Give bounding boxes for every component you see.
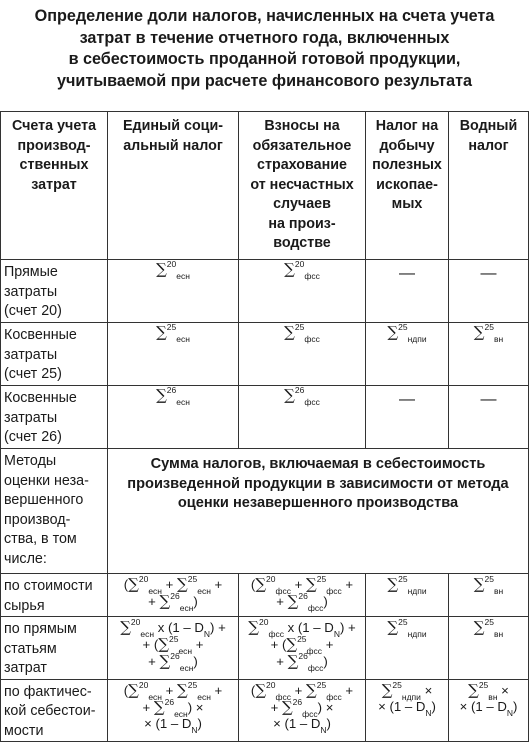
cell-esn-25: [108, 323, 239, 386]
title-line: затрат в течение отчетного года, включенных: [79, 28, 450, 47]
row-label: [1, 617, 108, 680]
superscript: 25: [187, 679, 198, 690]
subscript: фсс: [326, 586, 342, 596]
subscript: есн: [178, 646, 193, 656]
subscript: фсс: [275, 691, 291, 702]
superscript: 25: [478, 679, 489, 690]
page-title: [0, 6, 529, 92]
subscript: вн: [488, 691, 498, 702]
formula-line: (∑$^{20}_{фсс}$ + ∑$^{25}_{фсс}$ +: [250, 679, 354, 702]
subscript: ндпи: [407, 586, 427, 596]
row-label: [1, 386, 108, 449]
subscript: фсс: [304, 271, 320, 281]
formula-line: (∑$^{20}_{фсс}$ + ∑$^{25}_{фсс}$ +: [250, 574, 354, 596]
cell-water-25: [449, 323, 529, 386]
superscript: 25: [484, 574, 494, 584]
formula-line: + (∑$^{25}_{есн}$ +: [142, 634, 204, 656]
row-label-text: вершенного: [4, 492, 84, 508]
row-label-text: затрат: [4, 660, 47, 676]
header-text: обязательное: [252, 137, 352, 154]
sum-symbol: ∑: [248, 618, 259, 636]
sum-symbol: ∑: [284, 386, 295, 404]
formula-line: + ∑$^{26}_{есн}$): [148, 591, 198, 613]
header-text: затрат: [31, 176, 77, 193]
header-text: водстве: [273, 235, 331, 251]
superscript: 25: [398, 322, 408, 332]
row-label-text: сырья: [4, 597, 45, 614]
formula-esn-actual: [108, 679, 239, 742]
sum-symbol: ∑: [284, 260, 295, 278]
row-label: [1, 449, 108, 574]
row-label-text: мости: [4, 722, 44, 739]
sum-symbol: ∑: [177, 575, 188, 593]
sum-symbol: ∑: [306, 575, 317, 593]
subscript: фсс: [306, 646, 323, 656]
formula-line: (∑$^{20}_{есн}$ + ∑$^{25}_{есн}$ +: [123, 679, 223, 702]
subscript: фсс: [304, 334, 320, 344]
header-text: на произ-: [268, 215, 336, 232]
row-label-text: оценки неза-: [4, 472, 89, 489]
superscript: 26: [292, 696, 303, 707]
header-text: от несчастных: [250, 176, 354, 193]
formula-esn-direct: [108, 617, 239, 680]
formula-line: × $(1 - D_N)$: [144, 715, 202, 735]
row-label: [1, 679, 108, 742]
table-row: [1, 386, 529, 449]
sum-symbol: ∑: [255, 680, 267, 699]
formula-line: ∑$^{25}_{вн}$ ×: [468, 679, 509, 702]
header-text: Водный: [459, 118, 518, 134]
cell-esn-20: [108, 260, 239, 323]
header-text: добычу: [379, 137, 435, 154]
subscript: фсс: [302, 708, 318, 719]
cell-water-26: [449, 386, 529, 449]
subscript: есн: [174, 708, 188, 719]
superscript: 25: [398, 617, 408, 627]
header-text: полезных: [372, 157, 442, 173]
sum-symbol: ∑: [287, 592, 299, 610]
formula-line: + ∑$^{26}_{фсс}$) ×: [270, 696, 334, 719]
sum-symbol: ∑: [156, 260, 167, 278]
superscript: 25: [166, 322, 177, 332]
table-row: [1, 323, 529, 386]
formula-line: × $(1 - D_N)$: [273, 715, 331, 735]
header-text: страхование: [257, 157, 347, 173]
superscript: 26: [298, 651, 308, 661]
superscript: 20: [259, 617, 269, 627]
row-label-text: Косвенные: [4, 327, 77, 343]
subscript: есн: [148, 691, 162, 702]
superscript: 20: [166, 259, 177, 269]
header-text: Взносы на: [264, 118, 340, 134]
subscript: N: [425, 707, 432, 718]
formula-ndpi-direct: [366, 617, 449, 680]
note-line: произведенной продукции в зависимости от метода: [127, 475, 509, 492]
sum-symbol: ∑: [159, 592, 171, 610]
sum-symbol: ∑: [177, 680, 188, 699]
formula-line: × $(1 - D_N)$: [459, 698, 518, 718]
row-label-text: по стоимости: [4, 578, 93, 594]
cell-fss-20: [239, 260, 366, 323]
subscript: есн: [176, 397, 190, 407]
dn-symbol: D: [194, 620, 204, 635]
sum-symbol: ∑: [284, 323, 295, 341]
superscript: 26: [166, 385, 177, 395]
superscript: 25: [484, 617, 494, 627]
title-line: учитываемой при расчете финансового результата: [56, 71, 473, 90]
superscript: 25: [297, 634, 307, 644]
cell-ndpi-26: [366, 386, 449, 449]
row-label-text: ства, в том: [4, 531, 77, 547]
note-line: Сумма налогов, включаемая в себестоимость: [150, 456, 486, 472]
header-text: ственных: [19, 157, 89, 173]
formula-line: ∑$^{20}_{фсс}$ x $(1 - D_N)$ +: [248, 617, 356, 639]
subscript: есн: [148, 586, 162, 596]
superscript: 25: [187, 574, 198, 584]
subscript: N: [333, 629, 340, 639]
formula-line: + ∑$^{26}_{фсс}$): [276, 591, 328, 613]
superscript: 26: [170, 591, 180, 601]
superscript: 25: [398, 574, 408, 584]
header-text: Единый соци-: [122, 118, 224, 134]
superscript: 20: [294, 259, 305, 269]
row-label: [1, 323, 108, 386]
formula-line: ∑$^{20}_{есн}$ x $(1 - D_N)$ +: [120, 617, 226, 639]
formula-ndpi-raw: [366, 574, 449, 617]
cell-ndpi-20: [366, 260, 449, 323]
row-label-text: Прямые: [4, 264, 58, 280]
subscript: есн: [197, 691, 211, 702]
header-text: альный налог: [123, 137, 223, 154]
row-label-text: (счет 25): [4, 366, 62, 382]
superscript: 25: [392, 679, 402, 690]
dash: —: [480, 265, 497, 282]
dn-symbol: D: [324, 620, 334, 635]
sum-symbol: ∑: [128, 680, 139, 699]
col-header-ndpi: [366, 112, 449, 260]
table-row: [1, 679, 529, 742]
superscript: 26: [298, 591, 308, 601]
row-label-text: затраты: [4, 283, 58, 300]
superscript: 26: [170, 651, 180, 661]
subscript: есн: [140, 629, 155, 639]
superscript: 20: [138, 679, 149, 690]
subscript: фсс: [326, 691, 342, 702]
row-label-text: производ-: [4, 511, 71, 528]
formula-line: ∑$^{25}_{ндпи}$ ×: [381, 679, 433, 702]
cell-fss-25: [239, 323, 366, 386]
dash: —: [399, 391, 415, 408]
row-label: [1, 574, 108, 617]
sum-symbol: ∑: [286, 635, 298, 653]
table-row: [1, 617, 529, 680]
sum-symbol: ∑: [120, 618, 131, 636]
sum-symbol: ∑: [468, 680, 479, 699]
subscript: фсс: [307, 663, 324, 673]
superscript: 26: [294, 385, 305, 395]
row-label-text: (счет 20): [4, 303, 62, 319]
cell-esn-26: [108, 386, 239, 449]
formula-fss-direct: [239, 617, 366, 680]
subscript: фсс: [275, 586, 291, 596]
row-label-text: Методы: [4, 453, 57, 469]
formula-line: × $(1 - D_N)$: [378, 698, 436, 718]
formula-water-actual: [449, 679, 529, 742]
subscript: фсс: [268, 629, 284, 639]
row-label-text: Косвенные: [4, 390, 77, 406]
sum-symbol: ∑: [255, 575, 267, 593]
header-text: Налог на: [375, 118, 439, 134]
col-header-water: [449, 112, 529, 260]
subscript: N: [203, 629, 211, 639]
sum-symbol: ∑: [387, 575, 399, 593]
formula-fss-actual: [239, 679, 366, 742]
header-text: мых: [391, 196, 423, 212]
subscript: вн: [493, 334, 504, 344]
sum-symbol: ∑: [153, 697, 165, 716]
superscript: 20: [130, 617, 141, 627]
sum-symbol: ∑: [473, 618, 485, 636]
superscript: 20: [266, 679, 276, 690]
formula-water-raw: [449, 574, 529, 617]
row-label: [1, 260, 108, 323]
sum-symbol: ∑: [387, 618, 399, 636]
sum-symbol: ∑: [287, 652, 299, 670]
subscript: вн: [493, 586, 504, 596]
row-label-text: по прямым: [4, 621, 77, 637]
superscript: 20: [266, 574, 276, 584]
subscript: есн: [179, 663, 194, 673]
subscript: ндпи: [407, 334, 427, 344]
row-label-text: кой себестои-: [4, 703, 96, 719]
sum-symbol: ∑: [473, 575, 485, 593]
header-text: налог: [468, 137, 509, 154]
subscript: фсс: [307, 603, 324, 613]
dash: —: [399, 265, 415, 282]
title-line: Определение доли налогов, начисленных на счета учета: [34, 7, 495, 25]
dn-symbol: D: [310, 715, 321, 731]
formula-line: (∑$^{20}_{есн}$ + ∑$^{25}_{есн}$ +: [123, 574, 223, 596]
col-header-esn: [108, 112, 239, 260]
formula-water-direct: [449, 617, 529, 680]
formula-line: + ∑$^{26}_{есн}$) ×: [142, 696, 204, 719]
superscript: 25: [484, 322, 494, 332]
dn-symbol: D: [415, 698, 426, 714]
sum-symbol: ∑: [473, 323, 485, 341]
header-text: Счета учета: [11, 118, 97, 134]
row-label-text: затраты: [4, 346, 58, 363]
row-label-text: числе:: [4, 550, 47, 567]
superscript: 25: [294, 322, 305, 332]
subscript: вн: [493, 629, 504, 639]
cell-fss-26: [239, 386, 366, 449]
header-text: случаев: [273, 196, 331, 212]
subscript: N: [320, 724, 327, 735]
sum-symbol: ∑: [281, 697, 293, 716]
sum-symbol: ∑: [156, 323, 167, 341]
superscript: 25: [168, 634, 179, 644]
formula-line: + (∑$^{25}_{фсс}$ +: [270, 634, 334, 656]
subscript: ндпи: [401, 691, 421, 702]
subscript: есн: [179, 603, 194, 613]
sum-symbol: ∑: [158, 635, 169, 653]
formula-esn-raw: [108, 574, 239, 617]
sum-symbol: ∑: [387, 323, 399, 341]
sum-symbol: ∑: [159, 652, 171, 670]
formula-line: + ∑$^{26}_{фсс}$): [276, 651, 328, 673]
subscript: N: [506, 707, 514, 718]
row-label-text: затраты: [4, 409, 58, 426]
table-row: [1, 260, 529, 323]
formula-ndpi-actual: [366, 679, 449, 742]
cell-water-20: [449, 260, 529, 323]
table-row: [1, 574, 529, 617]
superscript: 20: [138, 574, 149, 584]
superscript: 25: [316, 679, 327, 690]
cell-ndpi-25: [366, 323, 449, 386]
row-label-text: (счет 26): [4, 429, 62, 445]
row-label-text: по фактичес-: [4, 683, 92, 700]
col-header-accounts: [1, 112, 108, 260]
note-line: оценки незавершенного производства: [177, 495, 459, 511]
dn-symbol: D: [497, 698, 507, 714]
dn-symbol: D: [181, 715, 192, 731]
formula-line: + ∑$^{26}_{есн}$): [148, 651, 198, 673]
superscript: 26: [164, 696, 175, 707]
col-header-fss: [239, 112, 366, 260]
formula-fss-raw: [239, 574, 366, 617]
title-line: в себестоимость проданной готовой продукции,: [68, 50, 461, 68]
header-row: [1, 112, 529, 260]
superscript: 25: [316, 574, 327, 584]
sum-symbol: ∑: [128, 575, 139, 593]
header-text: производ-: [17, 137, 91, 154]
subscript: N: [191, 724, 198, 735]
sum-symbol: ∑: [306, 680, 317, 699]
subscript: есн: [176, 271, 190, 281]
sum-symbol: ∑: [156, 386, 167, 404]
subscript: есн: [197, 586, 211, 596]
subscript: фсс: [304, 397, 320, 407]
sum-symbol: ∑: [381, 680, 393, 699]
methods-note: [108, 449, 529, 574]
subscript: ндпи: [407, 629, 427, 639]
dash: —: [480, 391, 497, 408]
tax-table: [0, 111, 529, 742]
subscript: есн: [176, 334, 190, 344]
methods-row: [1, 449, 529, 574]
row-label-text: статьям: [4, 640, 57, 657]
header-text: ископае-: [376, 176, 438, 193]
